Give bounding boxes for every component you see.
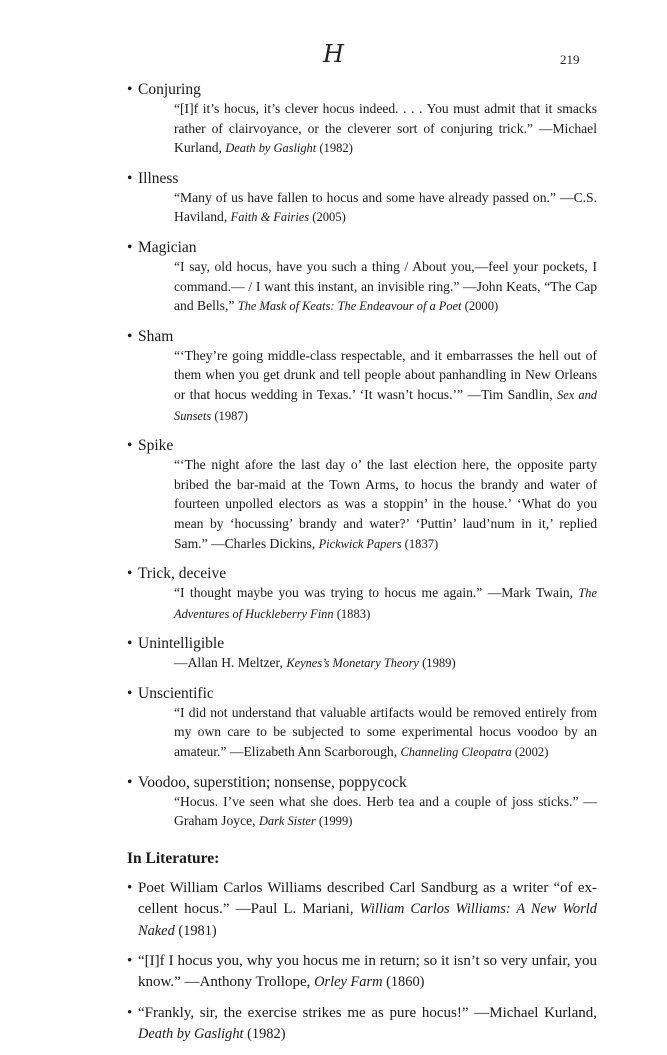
quotation bbox=[174, 99, 597, 159]
sense-entry bbox=[127, 80, 597, 159]
quote-text: “Many of us have fallen to hocus and some have already passed on.” —C.S. Haviland, bbox=[174, 189, 597, 225]
quotation bbox=[174, 792, 597, 832]
sense-label: Spike bbox=[138, 437, 174, 455]
bullet: • bbox=[127, 81, 133, 98]
quote-text: “‘They’re going middle-class respectable, and it embarrasses the hell out of them when you get drunk and tell people about panhandling in New Orleans or that hocus wedding in Texas.’ ‘It wasn’t hocus.’” —Tim Sandlin, bbox=[174, 347, 597, 402]
sense-label: Sham bbox=[138, 327, 174, 345]
source-year: (1981) bbox=[174, 922, 217, 939]
source-year: (1860) bbox=[382, 974, 425, 991]
bullet: • bbox=[127, 879, 133, 896]
quote-text: “I say, old hocus, have you such a thing / About you,—feel your pockets, I command.— / I want this instant, an invisible ring.” —John Keats, “The Cap and Bells,” bbox=[174, 258, 597, 314]
literature-heading: In Literature: bbox=[127, 849, 220, 867]
bullet: • bbox=[127, 327, 133, 345]
source-title: Sex and Sunsets bbox=[174, 387, 598, 423]
bullet: • bbox=[127, 238, 133, 256]
literature-text: Poet William Carlos Williams described Carl Sandburg as a writer “of excellent hocus.” —Paul L. Mariani, bbox=[138, 879, 597, 918]
quote-text: “I did not understand that valuable artifacts would be removed entirely from my own care to be subjected to some experimental hocus voodoo by an amateur.” —Elizabeth Ann Scarborough, bbox=[174, 704, 597, 760]
quotation bbox=[174, 188, 597, 228]
quote-text: “Hocus. I’ve seen what she does. Herb tea and a couple of joss sticks.” —Graham Joyce, bbox=[174, 793, 597, 829]
bullet: • bbox=[127, 437, 133, 455]
source-title: Channeling Cleopatra bbox=[400, 745, 512, 760]
quotation bbox=[174, 703, 597, 763]
quotation bbox=[174, 583, 597, 624]
sense-label: Unscientific bbox=[138, 684, 214, 702]
sense-entry bbox=[127, 169, 597, 228]
quote-text: “‘The night afore the last day o’ the last election here, the opposite party bribed the bar-maid at the Town Arms, to hocus the brandy and water of fourteen unpolled electors as was a stoppin’ in the house.’ ‘What do you mean by ‘hocussing’ brandy and water?’ ‘Puttin’ laud’num in it,’ replied Sam.” —Charles Dickins, bbox=[174, 457, 597, 551]
sense-entry bbox=[127, 436, 597, 554]
source-year: (2002) bbox=[511, 745, 549, 760]
sense-label: Unintelligible bbox=[138, 635, 225, 653]
sense-label: Magician bbox=[138, 238, 197, 256]
source-year: (1989) bbox=[418, 656, 456, 671]
sense-label: Voodoo, superstition; nonsense, poppycock bbox=[138, 773, 407, 791]
source-title: Pickwick Papers bbox=[318, 536, 402, 551]
source-title: The Mask of Keats: The Endeavour of a Poet bbox=[237, 299, 462, 314]
page-content bbox=[127, 80, 597, 1055]
source-title: Faith & Fairies bbox=[230, 210, 310, 225]
quotation bbox=[174, 257, 597, 317]
literature-item bbox=[127, 878, 597, 942]
quote-text: “[I]f it’s hocus, it’s clever hocus indeed. . . . You must admit that it smacks rather of clairvoyance, or the cleverer sort of conjuring trick.” —Michael Kurland, bbox=[174, 101, 597, 156]
section-letter-header: H bbox=[323, 40, 344, 68]
source-year: (1883) bbox=[333, 606, 371, 621]
sense-label: Illness bbox=[138, 169, 179, 187]
bullet: • bbox=[127, 1004, 133, 1021]
source-title: Death by Gaslight bbox=[138, 1026, 244, 1043]
source-year: (2000) bbox=[461, 299, 499, 314]
source-title: Orley Farm bbox=[314, 974, 383, 991]
sense-entry bbox=[127, 634, 597, 674]
source-year: (1982) bbox=[316, 141, 353, 156]
source-year: (1987) bbox=[211, 408, 248, 423]
source-year: (1837) bbox=[401, 536, 439, 551]
bullet: • bbox=[127, 635, 133, 653]
source-year: (1982) bbox=[243, 1026, 286, 1043]
source-title: The Adventures of Huckleberry Finn bbox=[174, 586, 597, 621]
quote-text: —Allan H. Meltzer, bbox=[174, 655, 287, 671]
literature-text: “[I]f I hocus you, why you hocus me in return; so it isn’t so very unfair, you know.” —Anthony Trollope, bbox=[138, 953, 597, 991]
sense-entry bbox=[127, 564, 597, 624]
source-title: Dark Sister bbox=[258, 814, 316, 829]
bullet: • bbox=[127, 953, 133, 970]
quotation bbox=[174, 653, 597, 674]
bullet: • bbox=[127, 169, 133, 187]
source-title: William Carlos Williams: A New World Naked bbox=[138, 901, 597, 939]
bullet: • bbox=[127, 773, 133, 791]
sense-label: Trick, deceive bbox=[138, 565, 227, 583]
sense-entry bbox=[127, 684, 597, 763]
literature-item bbox=[127, 951, 597, 994]
page-number: 219 bbox=[560, 52, 580, 67]
sense-entry bbox=[127, 238, 597, 317]
quotation bbox=[174, 455, 597, 554]
quotation bbox=[174, 346, 597, 426]
literature-item bbox=[127, 1003, 597, 1046]
sense-label: Conjuring bbox=[138, 81, 201, 98]
source-title: Death by Gaslight bbox=[225, 141, 317, 156]
source-year: (1999) bbox=[315, 814, 353, 829]
source-year: (2005) bbox=[309, 210, 346, 225]
sense-entry bbox=[127, 773, 597, 832]
sense-entry bbox=[127, 327, 597, 426]
bullet: • bbox=[127, 684, 133, 702]
literature-text: “Frankly, sir, the exercise strikes me as pure hocus!” —Michael Kurland, bbox=[138, 1004, 597, 1021]
source-title: Keynes’s Monetary Theory bbox=[286, 656, 419, 671]
quote-text: “I thought maybe you was trying to hocus me again.” —Mark Twain, bbox=[174, 585, 579, 601]
bullet: • bbox=[127, 565, 133, 583]
